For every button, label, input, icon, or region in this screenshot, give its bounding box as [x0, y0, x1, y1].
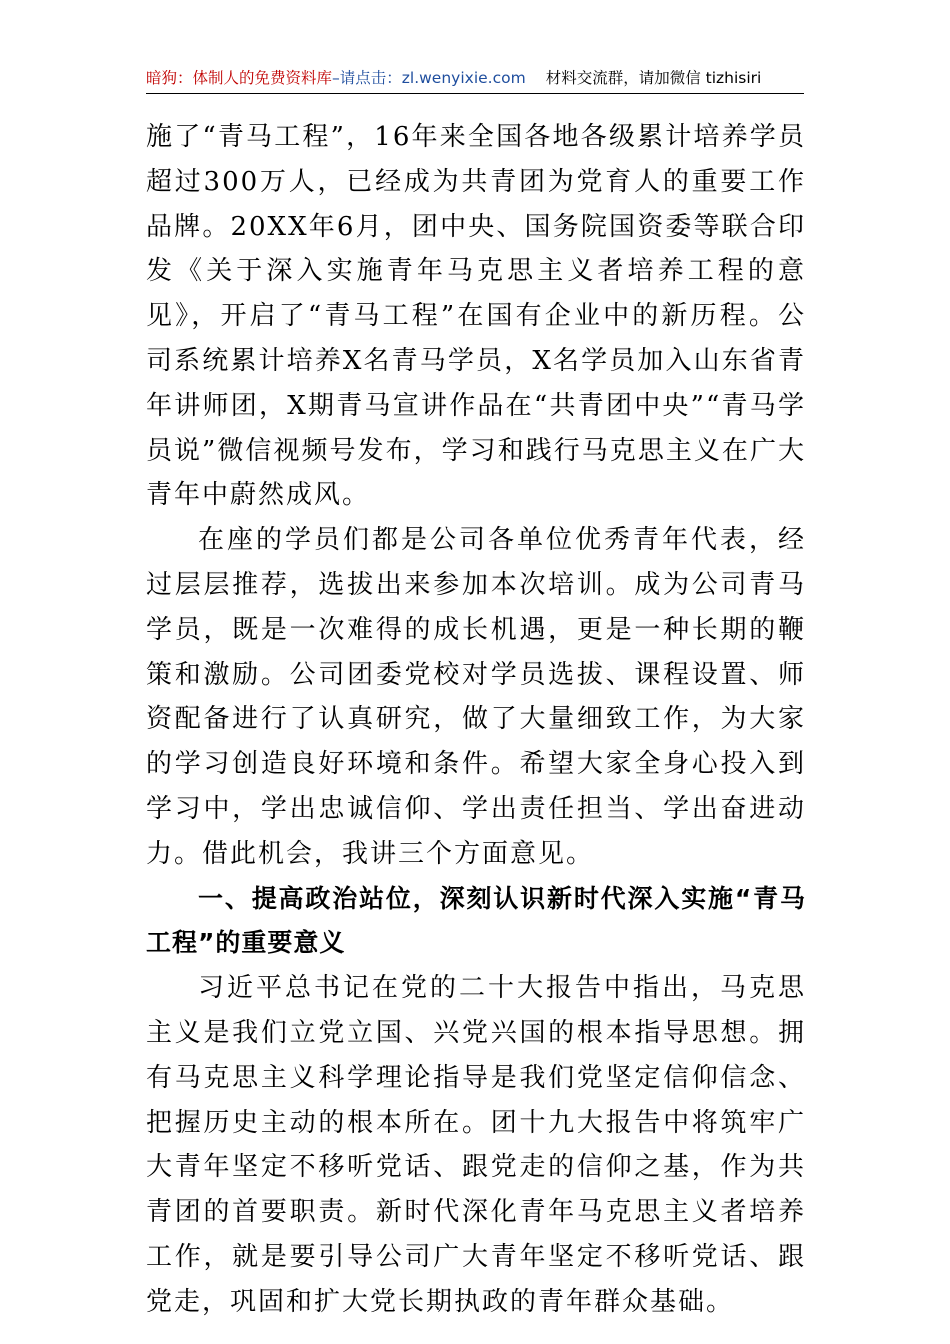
- paragraph-1: 施了“青马工程”，16年来全国各地各级累计培养学员超过300万人，已经成为共青团为党育人的重要工作品牌。20XX年6月，团中央、国务院国资委等联合印发《关于深入实施青年马克思主义者培养工程的意见》，开启了“青马工程”在国有企业中的新历程。公司系统累计培养X名青马学员，X名学员加入山东省青年讲师团，X期青马宣讲作品在“共青团中央”“青马学员说”微信视频号发布，学习和践行马克思主义在广大青年中蔚然成风。: [146, 122, 806, 511]
- section-heading-1: 一、提高政治站位，深刻认识新时代深入实施“青马工程”的重要意义: [146, 883, 806, 958]
- header-link-text[interactable]: –请点击：zl.wenyixie.com: [332, 68, 526, 87]
- header-contact-text: 材料交流群，请加微信 tizhisiri: [545, 68, 762, 87]
- paragraph-3: 习近平总书记在党的二十大报告中指出，马克思主义是我们立党立国、兴党兴国的根本指导思想。拥有马克思主义科学理论指导是我们党坚定信仰信念、把握历史主动的根本所在。团十九大报告中将筑牢广大青年坚定不移听党话、跟党走的信仰之基，作为共青团的首要职责。新时代深化青年马克思主义者培养工作，就是要引导公司广大青年坚定不移听党话、跟党走，巩固和扩大党长期执政的青年群众基础。: [146, 973, 806, 1317]
- paragraph-2: 在座的学员们都是公司各单位优秀青年代表，经过层层推荐，选拔出来参加本次培训。成为公司青马学员，既是一次难得的成长机遇，更是一种长期的鞭策和激励。公司团委党校对学员选拔、课程设置、师资配备进行了认真研究，做了大量细致工作，为大家的学习创造良好环境和条件。希望大家全身心投入到学习中，学出忠诚信仰、学出责任担当、学出奋进动力。借此机会，我讲三个方面意见。: [146, 525, 806, 869]
- document-body: [146, 115, 806, 1325]
- page-header: [146, 62, 804, 94]
- header-site-name: 暗狗：体制人的免费资料库: [146, 68, 333, 87]
